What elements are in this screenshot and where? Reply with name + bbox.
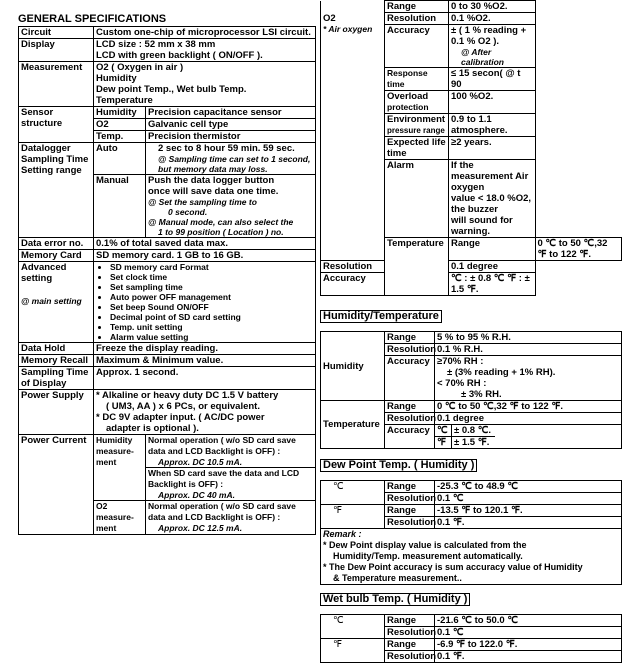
pc-line: data and LCD Backlight is OFF) : (148, 512, 281, 522)
pc-value: Approx. DC 40 mA. (158, 490, 235, 500)
auto-value: 2 sec to 8 hour 59 min. 59 sec. (158, 143, 295, 154)
power-supply-line: adapter is optional ). (106, 423, 199, 434)
pc-line: Normal operation ( w/o SD card save (148, 501, 296, 511)
manual-key: Manual (94, 175, 146, 238)
auto-note: @ Sampling time can set to 1 second, (158, 154, 311, 164)
fahrenheit-label: ℉ (321, 505, 385, 529)
o2-key: Resolution (385, 13, 449, 25)
sensor-value: Precision capacitance sensor (146, 107, 316, 119)
temp-key: Range (385, 401, 435, 413)
data-hold-label: Data Hold (19, 343, 94, 355)
temp-value: 0 ℃ to 50 ℃,32 ℉ to 122 ℉. (435, 401, 622, 413)
remark-box (320, 529, 622, 585)
hum-key: Range (385, 332, 435, 344)
o2-sublabel: * Air oxygen (323, 23, 373, 34)
wet-value: 0.1 ℃ (435, 627, 622, 639)
manual-note: @ Manual mode, can also select the (148, 217, 294, 227)
list-item: • Alarm value setting (110, 332, 313, 342)
sampling-time-value: Approx. 1 second. (94, 367, 316, 390)
humidity-temperature-title: Humidity/Temperature (320, 310, 442, 323)
pc-humidity-key: ment (96, 457, 117, 467)
dew-value: -13.5 ℉ to 120.1 ℉. (435, 505, 622, 517)
humidity-temperature-table (320, 331, 622, 449)
o2-value: If the measurement Air oxygen (451, 160, 529, 193)
o2-value: 0 to 30 %O2. (449, 1, 536, 13)
circuit-label: Circuit (19, 27, 94, 39)
pc-line: Normal operation ( w/o SD card save (148, 435, 296, 445)
temp-value: ± 0.8 ℃. (452, 425, 496, 437)
general-specifications (18, 0, 316, 535)
dew-value: 0.1 ℉. (435, 517, 622, 529)
memory-card-label: Memory Card (19, 250, 94, 262)
wet-value: -6.9 ℉ to 122.0 ℉. (435, 639, 622, 651)
temperature-label: Temperature (321, 401, 385, 449)
power-supply-line: * Alkaline or heavy duty DC 1.5 V battery (96, 390, 279, 401)
pc-o2-key: O2 (96, 501, 108, 511)
sampling-time-label: of Display (21, 378, 67, 389)
temp-key: Accuracy (385, 425, 435, 449)
o2-value: @ After calibration (461, 47, 504, 67)
data-error-value: 0.1% of total saved data max. (94, 238, 316, 250)
measurement-line: Humidity (96, 73, 137, 84)
display-line: LCD with green backlight ( ON/OFF ). (96, 50, 263, 61)
circuit-value: Custom one-chip of microprocessor LSI circuit. (94, 27, 316, 39)
pc-line: Backlight is OFF) : (148, 479, 224, 489)
sensor-label: structure (21, 118, 63, 129)
remark-line: & Temperature measurement.. (333, 573, 462, 583)
manual-value: Push the data logger button (148, 175, 275, 186)
manual-note: 0 second. (168, 207, 208, 217)
temp-key: Resolution (321, 261, 385, 273)
temperature-label: Temperature (385, 238, 449, 296)
sensor-value: Galvanic cell type (146, 119, 316, 131)
dew-value: -25.3 ℃ to 48.9 ℃ (435, 481, 622, 493)
remark-title: Remark : (323, 529, 362, 539)
list-item: • Auto power OFF management (110, 292, 313, 302)
measurement-label: Measurement (19, 62, 94, 107)
o2-value: will sound for warning. (451, 215, 513, 237)
hum-value: 0.1 % R.H. (435, 344, 622, 356)
remark-line: Humidity/Temp. measurement automatically. (333, 551, 523, 561)
temp-key: Range (449, 238, 536, 261)
power-current-label: Power Current (19, 435, 94, 535)
temp-value: 0 ℃ to 50 ℃,32 ℉ to 122 ℉. (535, 238, 622, 261)
o2-key: Accuracy (385, 25, 449, 68)
dew-key: Resolution (385, 493, 435, 505)
wet-key: Resolution (385, 651, 435, 663)
advanced-list (96, 262, 313, 342)
o2-key: protection (387, 102, 429, 112)
list-item: • Set clock time (110, 272, 313, 282)
hum-value: 5 % to 95 % R.H. (435, 332, 622, 344)
sensor-key: Temp. (94, 131, 146, 143)
temp-value: ± 1.5 ℉. (452, 437, 496, 449)
data-error-label: Data error no. (19, 238, 94, 250)
measurement-line: Dew point Temp., Wet bulb Temp. (96, 84, 247, 95)
wet-key: Resolution (385, 627, 435, 639)
o2-value: value < 18.0 %O2, the buzzer (451, 193, 532, 215)
manual-value: once will save data one time. (148, 186, 279, 197)
display-line: LCD size : 52 mm x 38 mm (96, 39, 216, 50)
datalogger-label: Setting range (21, 165, 82, 176)
datalogger-label: Datalogger (21, 143, 71, 154)
sensor-label: Sensor (21, 107, 54, 118)
section-title: GENERAL SPECIFICATIONS (18, 13, 167, 25)
auto-note: but memory data may loss. (158, 164, 268, 174)
pc-humidity-key: measure- (96, 446, 134, 456)
advanced-label: setting (21, 273, 53, 284)
o2-value: ≥2 years. (449, 137, 536, 160)
hum-key: Resolution (385, 344, 435, 356)
auto-key: Auto (94, 143, 146, 175)
fahrenheit-label: ℉ (321, 639, 385, 663)
pc-value: Approx. DC 10.5 mA. (158, 457, 243, 467)
power-supply-line: ( UM3, AA ) x 6 PCs, or equivalent. (106, 401, 260, 412)
o2-table (320, 0, 622, 296)
o2-key: Environment (387, 114, 446, 125)
pc-o2-key: measure- (96, 512, 134, 522)
wet-value: -21.6 ℃ to 50.0 ℃ (435, 615, 622, 627)
o2-key: pressure range (387, 126, 445, 135)
wet-key: Range (385, 615, 435, 627)
temp-value: ℃ : ± 0.8 ℃ ℉ : ± 1.5 ℉. (449, 273, 536, 296)
measurement-line: Temperature (96, 95, 153, 106)
advanced-note: @ main setting (21, 296, 82, 306)
dew-value: 0.1 ℃ (435, 493, 622, 505)
fahrenheit-unit: ℉ (435, 437, 452, 449)
list-item: • SD memory card Format (110, 262, 313, 272)
manual-note: @ Set the sampling time to (148, 197, 257, 207)
power-supply-label: Power Supply (19, 390, 94, 435)
o2-label: O2 (323, 12, 336, 24)
general-spec-table (18, 26, 316, 535)
temp-value: 0.1 degree (449, 261, 536, 273)
temp-value: 0.1 degree (435, 413, 622, 425)
sensor-value: Precision thermistor (146, 131, 316, 143)
remark-line: * Dew Point display value is calculated from the (323, 540, 527, 550)
celsius-label: ℃ (321, 615, 385, 639)
o2-key: time (387, 148, 407, 159)
pc-value: Approx. DC 12.5 mA. (158, 523, 243, 533)
pc-humidity-key: Humidity (96, 435, 133, 445)
dew-point-table (320, 480, 622, 529)
list-item: • Temp. unit setting (110, 322, 313, 332)
memory-recall-value: Maximum & Minimum value. (94, 355, 316, 367)
list-item: • Decimal point of SD card setting (110, 312, 313, 322)
wet-bulb-table (320, 614, 622, 663)
memory-recall-label: Memory Recall (19, 355, 94, 367)
celsius-label: ℃ (321, 481, 385, 505)
wet-key: Range (385, 639, 435, 651)
o2-value: ± ( 1 % reading + 0.1 % O2 ). (451, 25, 527, 47)
sensor-key: O2 (94, 119, 146, 131)
power-supply-line: * DC 9V adapter input. ( AC/DC power (96, 412, 265, 423)
manual-note: 1 to 99 position ( Location ) no. (158, 227, 284, 237)
dew-point-title: Dew Point Temp. ( Humidity ) (320, 459, 477, 472)
pc-line: data and LCD Backlight is OFF) : (148, 446, 281, 456)
memory-card-value: SD memory card. 1 GB to 16 GB. (94, 250, 316, 262)
temp-key: Accuracy (321, 273, 385, 296)
display-label: Display (19, 39, 94, 62)
hum-value: ± (3% reading + 1% RH). (447, 367, 556, 378)
o2-value: 0.9 to 1.1 atmosphere. (449, 114, 536, 137)
dew-key: Range (385, 505, 435, 517)
pc-line: When SD card save the data and LCD (148, 468, 300, 478)
list-item: • Set sampling time (110, 282, 313, 292)
hum-key: Accuracy (385, 356, 435, 401)
temp-key: Resolution (385, 413, 435, 425)
sampling-time-label: Sampling Time (21, 367, 89, 378)
o2-key: Expected life (387, 137, 446, 148)
wet-bulb-title: Wet bulb Temp. ( Humidity ) (320, 593, 470, 606)
data-hold-value: Freeze the display reading. (94, 343, 316, 355)
datalogger-label: Sampling Time (21, 154, 89, 165)
o2-key: Response time (385, 68, 449, 91)
o2-key: Range (385, 1, 449, 13)
celsius-unit: ℃ (435, 425, 452, 437)
measurement-specifications (320, 0, 622, 663)
advanced-label: Advanced (21, 262, 67, 273)
measurement-line: O2 ( Oxygen in air ) (96, 62, 184, 73)
sensor-key: Humidity (94, 107, 146, 119)
dew-key: Resolution (385, 517, 435, 529)
wet-value: 0.1 ℉. (435, 651, 622, 663)
o2-key: Alarm (385, 160, 449, 238)
o2-value: ≤ 15 secon( @ t 90 (449, 68, 536, 91)
o2-key: Overload (387, 91, 429, 102)
o2-value: 100 %O2. (449, 91, 536, 114)
hum-value: < 70% RH : (437, 378, 487, 389)
pc-o2-key: ment (96, 523, 117, 533)
hum-value: ≥70% RH : (437, 356, 484, 367)
humidity-label: Humidity (321, 332, 385, 401)
o2-value: 0.1 %O2. (449, 13, 536, 25)
list-item: • Set beep Sound ON/OFF (110, 302, 313, 312)
dew-key: Range (385, 481, 435, 493)
hum-value: ± 3% RH. (461, 389, 502, 400)
remark-line: * The Dew Point accuracy is sum accuracy value of Humidity (323, 562, 583, 572)
